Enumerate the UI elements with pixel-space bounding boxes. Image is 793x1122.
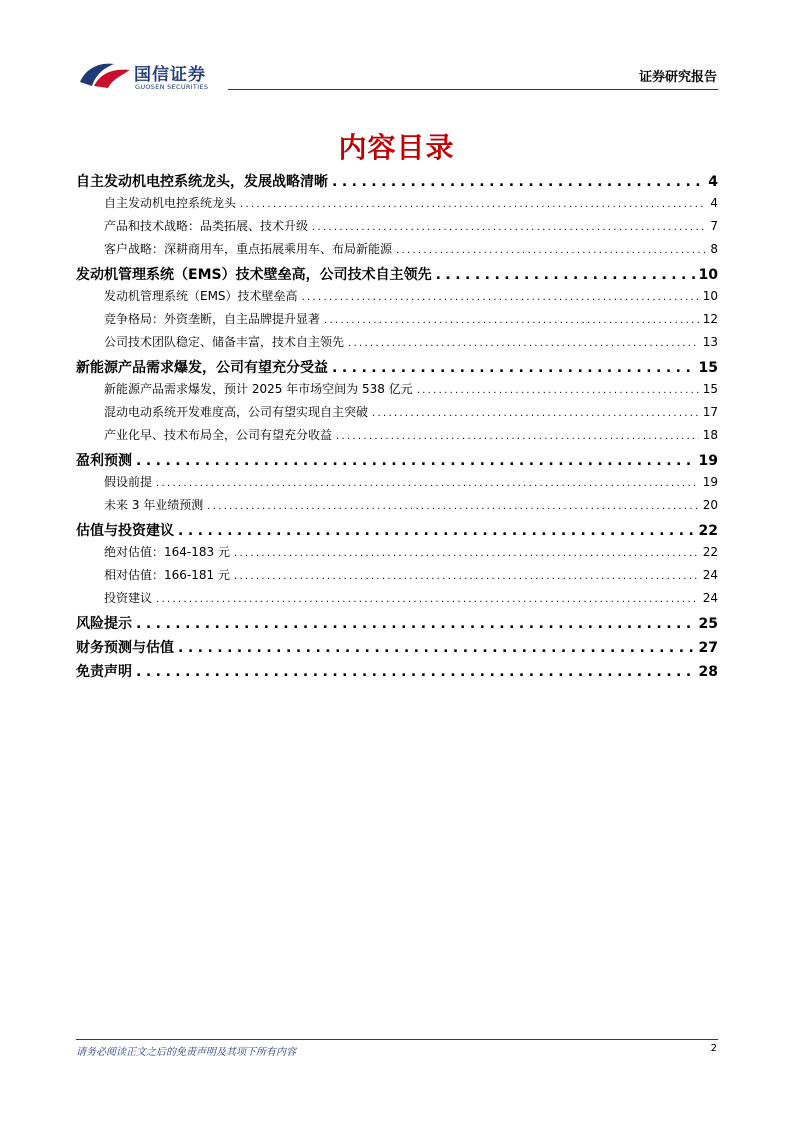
toc-dot-leader: [136, 616, 695, 632]
page-header: [0, 0, 793, 100]
toc-dot-leader: [332, 174, 704, 190]
toc-section-page: 15: [698, 360, 718, 376]
toc-section-label: 自主发动机电控系统龙头，发展战略清晰: [76, 174, 328, 190]
toc-section-label: 新能源产品需求爆发，公司有望充分受益: [76, 360, 328, 376]
toc-dot-leader: [156, 594, 699, 605]
toc-section-page: 25: [698, 616, 718, 632]
toc-subsection-entry[interactable]: [76, 496, 718, 519]
toc-dot-leader: [312, 222, 706, 233]
toc-dot-leader: [178, 523, 695, 539]
page-number: 2: [710, 1043, 717, 1054]
toc-subsection-entry[interactable]: [76, 194, 718, 217]
toc-subsection-entry[interactable]: [76, 403, 718, 426]
toc-dot-leader: [302, 292, 699, 303]
toc-subsection-label: 投资建议: [104, 591, 153, 605]
toc-section-entry[interactable]: [76, 660, 718, 684]
toc-section-entry[interactable]: [76, 519, 718, 543]
logo-english-name: GUOSEN SECURITIES: [135, 83, 209, 91]
toc-subsection-page: 24: [702, 591, 718, 605]
toc-dot-leader: [136, 664, 695, 680]
toc-dot-leader: [396, 245, 706, 256]
report-type-label: 证券研究报告: [638, 70, 717, 85]
toc-dot-leader: [234, 571, 699, 582]
toc-section-entry[interactable]: [76, 263, 718, 287]
toc-dot-leader: [348, 338, 699, 349]
toc-subsection-label: 绝对估值：164-183 元: [104, 545, 230, 559]
toc-subsection-entry[interactable]: [76, 473, 718, 496]
toc-section-page: 10: [698, 267, 718, 283]
toc-subsection-page: 22: [702, 545, 718, 559]
toc-subsection-page: 13: [702, 335, 718, 349]
toc-subsection-label: 产品和技术战略：品类拓展、技术升级: [104, 219, 309, 233]
toc-subsection-page: 18: [702, 428, 718, 442]
toc-subsection-label: 未来 3 年业绩预测: [104, 498, 204, 512]
toc-section-label: 估值与投资建议: [76, 523, 174, 539]
toc-section-entry[interactable]: [76, 356, 718, 380]
toc-section-entry[interactable]: [76, 612, 718, 636]
company-logo: [78, 56, 248, 96]
toc-subsection-entry[interactable]: [76, 380, 718, 403]
toc-subsection-label: 发动机管理系统（EMS）技术壁垒高: [104, 289, 298, 303]
toc-subsection-entry[interactable]: [76, 543, 718, 566]
toc-subsection-label: 假设前提: [104, 475, 153, 489]
table-of-contents: [76, 170, 718, 684]
toc-subsection-label: 公司技术团队稳定、储备丰富，技术自主领先: [104, 335, 345, 349]
toc-dot-leader: [372, 408, 699, 419]
toc-dot-leader: [156, 478, 699, 489]
toc-section-page: 19: [698, 453, 718, 469]
toc-section-label: 免责声明: [76, 664, 132, 680]
toc-dot-leader: [436, 267, 695, 283]
toc-subsection-label: 客户战略：深耕商用车，重点拓展乘用车、布局新能源: [104, 242, 393, 256]
footer-divider: [76, 1039, 718, 1040]
toc-subsection-page: 8: [710, 242, 718, 256]
toc-section-entry[interactable]: [76, 636, 718, 660]
toc-subsection-entry[interactable]: [76, 333, 718, 356]
footer-disclaimer: 请务必阅读正文之后的免责声明及其项下所有内容: [76, 1047, 296, 1058]
toc-subsection-entry[interactable]: [76, 240, 718, 263]
header-divider: [228, 89, 718, 90]
toc-section-entry[interactable]: [76, 170, 718, 194]
toc-subsection-entry[interactable]: [76, 217, 718, 240]
toc-title: 内容目录: [338, 131, 455, 164]
toc-subsection-label: 混动电动系统开发难度高，公司有望实现自主突破: [104, 405, 369, 419]
toc-dot-leader: [417, 385, 699, 396]
toc-dot-leader: [336, 431, 699, 442]
toc-dot-leader: [136, 453, 695, 469]
toc-subsection-page: 20: [702, 498, 718, 512]
toc-section-page: 27: [698, 640, 718, 656]
toc-subsection-label: 相对估值：166-181 元: [104, 568, 230, 582]
toc-subsection-page: 10: [702, 289, 718, 303]
toc-subsection-label: 竞争格局：外资垄断，自主品牌提升显著: [104, 312, 321, 326]
toc-section-entry[interactable]: [76, 449, 718, 473]
logo-chinese-name: 国信证券: [134, 65, 206, 85]
toc-dot-leader: [207, 501, 698, 512]
toc-subsection-page: 17: [702, 405, 718, 419]
toc-dot-leader: [332, 360, 695, 376]
toc-section-label: 发动机管理系统（EMS）技术壁垒高，公司技术自主领先: [76, 267, 432, 283]
toc-dot-leader: [240, 199, 706, 210]
toc-section-label: 财务预测与估值: [76, 640, 174, 656]
toc-dot-leader: [178, 640, 695, 656]
toc-subsection-entry[interactable]: [76, 589, 718, 612]
toc-subsection-entry[interactable]: [76, 310, 718, 333]
toc-subsection-label: 产业化早、技术布局全，公司有望充分收益: [104, 428, 333, 442]
toc-section-page: 28: [698, 664, 718, 680]
toc-subsection-page: 15: [702, 382, 718, 396]
toc-dot-leader: [324, 315, 699, 326]
toc-subsection-entry[interactable]: [76, 566, 718, 589]
guosen-logo-icon: [78, 58, 132, 90]
toc-subsection-page: 4: [710, 196, 718, 210]
toc-section-page: 22: [698, 523, 718, 539]
toc-subsection-entry[interactable]: [76, 426, 718, 449]
toc-subsection-page: 19: [702, 475, 718, 489]
toc-subsection-page: 24: [702, 568, 718, 582]
toc-subsection-page: 12: [702, 312, 718, 326]
toc-dot-leader: [234, 548, 699, 559]
toc-subsection-label: 自主发动机电控系统龙头: [104, 196, 237, 210]
toc-section-page: 4: [708, 174, 718, 190]
toc-section-label: 风险提示: [76, 616, 132, 632]
toc-subsection-page: 7: [710, 219, 718, 233]
toc-section-label: 盈利预测: [76, 453, 132, 469]
toc-subsection-entry[interactable]: [76, 287, 718, 310]
toc-subsection-label: 新能源产品需求爆发，预计 2025 年市场空间为 538 亿元: [104, 382, 413, 396]
